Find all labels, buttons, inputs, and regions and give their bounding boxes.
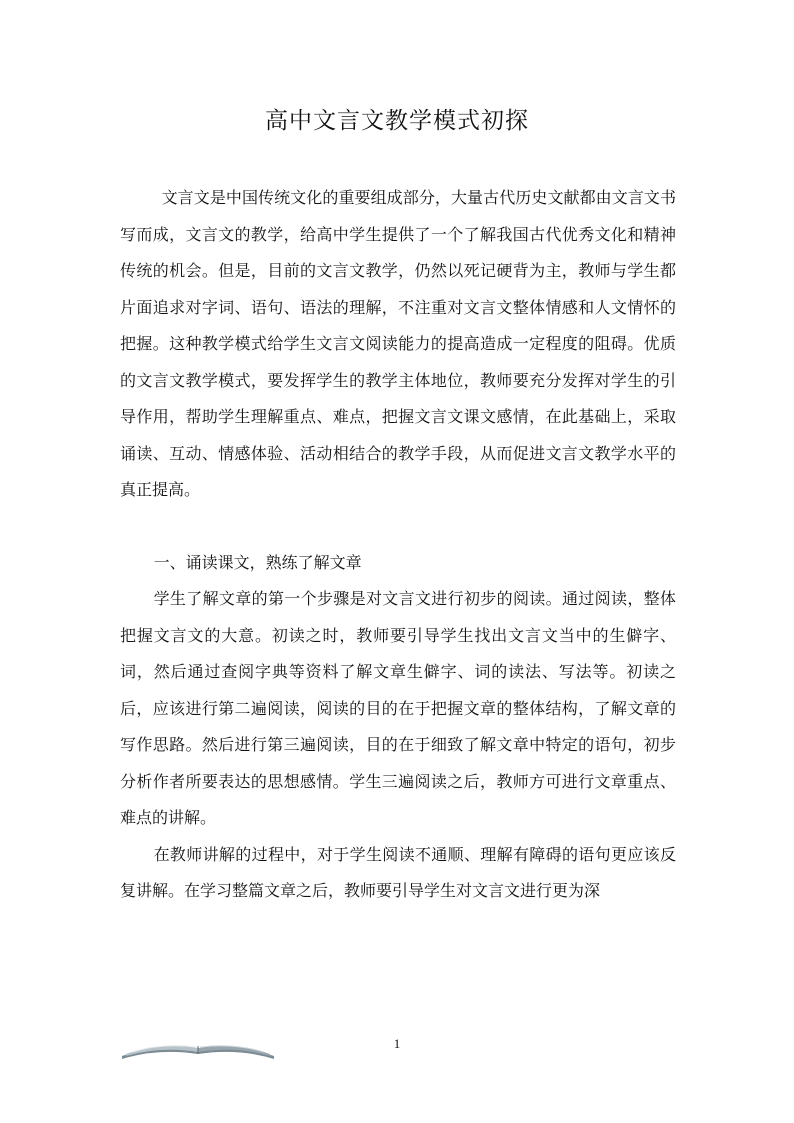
body-paragraph: 在教师讲解的过程中，对于学生阅读不通顺、理解有障碍的语句更应该反复讲解。在学习整篇文章之后，教师要引导学生对文言文进行更为深 bbox=[120, 844, 676, 900]
document-body bbox=[120, 180, 676, 910]
document-title: 高中文言文教学模式初探 bbox=[265, 108, 529, 134]
page-number: 1 bbox=[393, 1036, 401, 1051]
section-heading: 一、诵读课文，熟练了解文章 bbox=[153, 552, 362, 572]
open-book-icon bbox=[118, 1034, 278, 1060]
body-paragraph: 学生了解文章的第一个步骤是对文言文进行初步的阅读。通过阅读，整体把握文言文的大意。初读之时，教师要引导学生找出文言文当中的生僻字、词，然后通过查阅字典等资料了解文章生僻字、词的读法、写法等。初读之后，应该进行第二遍阅读，阅读的目的在于把握文章的整体结构，了解文章的写作思路。然后进行第三遍阅读，目的在于细致了解文章中特定的语句，初步分析作者所要表达的思想感情。学生三遍阅读之后，教师方可进行文章重点、难点的讲解。 bbox=[120, 589, 676, 827]
intro-paragraph: 文言文是中国传统文化的重要组成部分，大量古代历史文献都由文言文书写而成，文言文的教学，给高中学生提供了一个了解我国古代优秀文化和精神传统的机会。但是，目前的文言文教学，仍然以死记硬背为主，教师与学生都片面追求对字词、语句、语法的理解，不注重对文言文整体情感和人文情怀的把握。这种教学模式给学生文言文阅读能力的提高造成一定程度的阻碍。优质的文言文教学模式，要发挥学生的教学主体地位，教师要充分发挥对学生的引导作用，帮助学生理解重点、难点，把握文言文课文感情，在此基础上，采取诵读、互动、情感体验、活动相结合的教学手段，从而促进文言文教学水平的真正提高。 bbox=[120, 188, 676, 499]
